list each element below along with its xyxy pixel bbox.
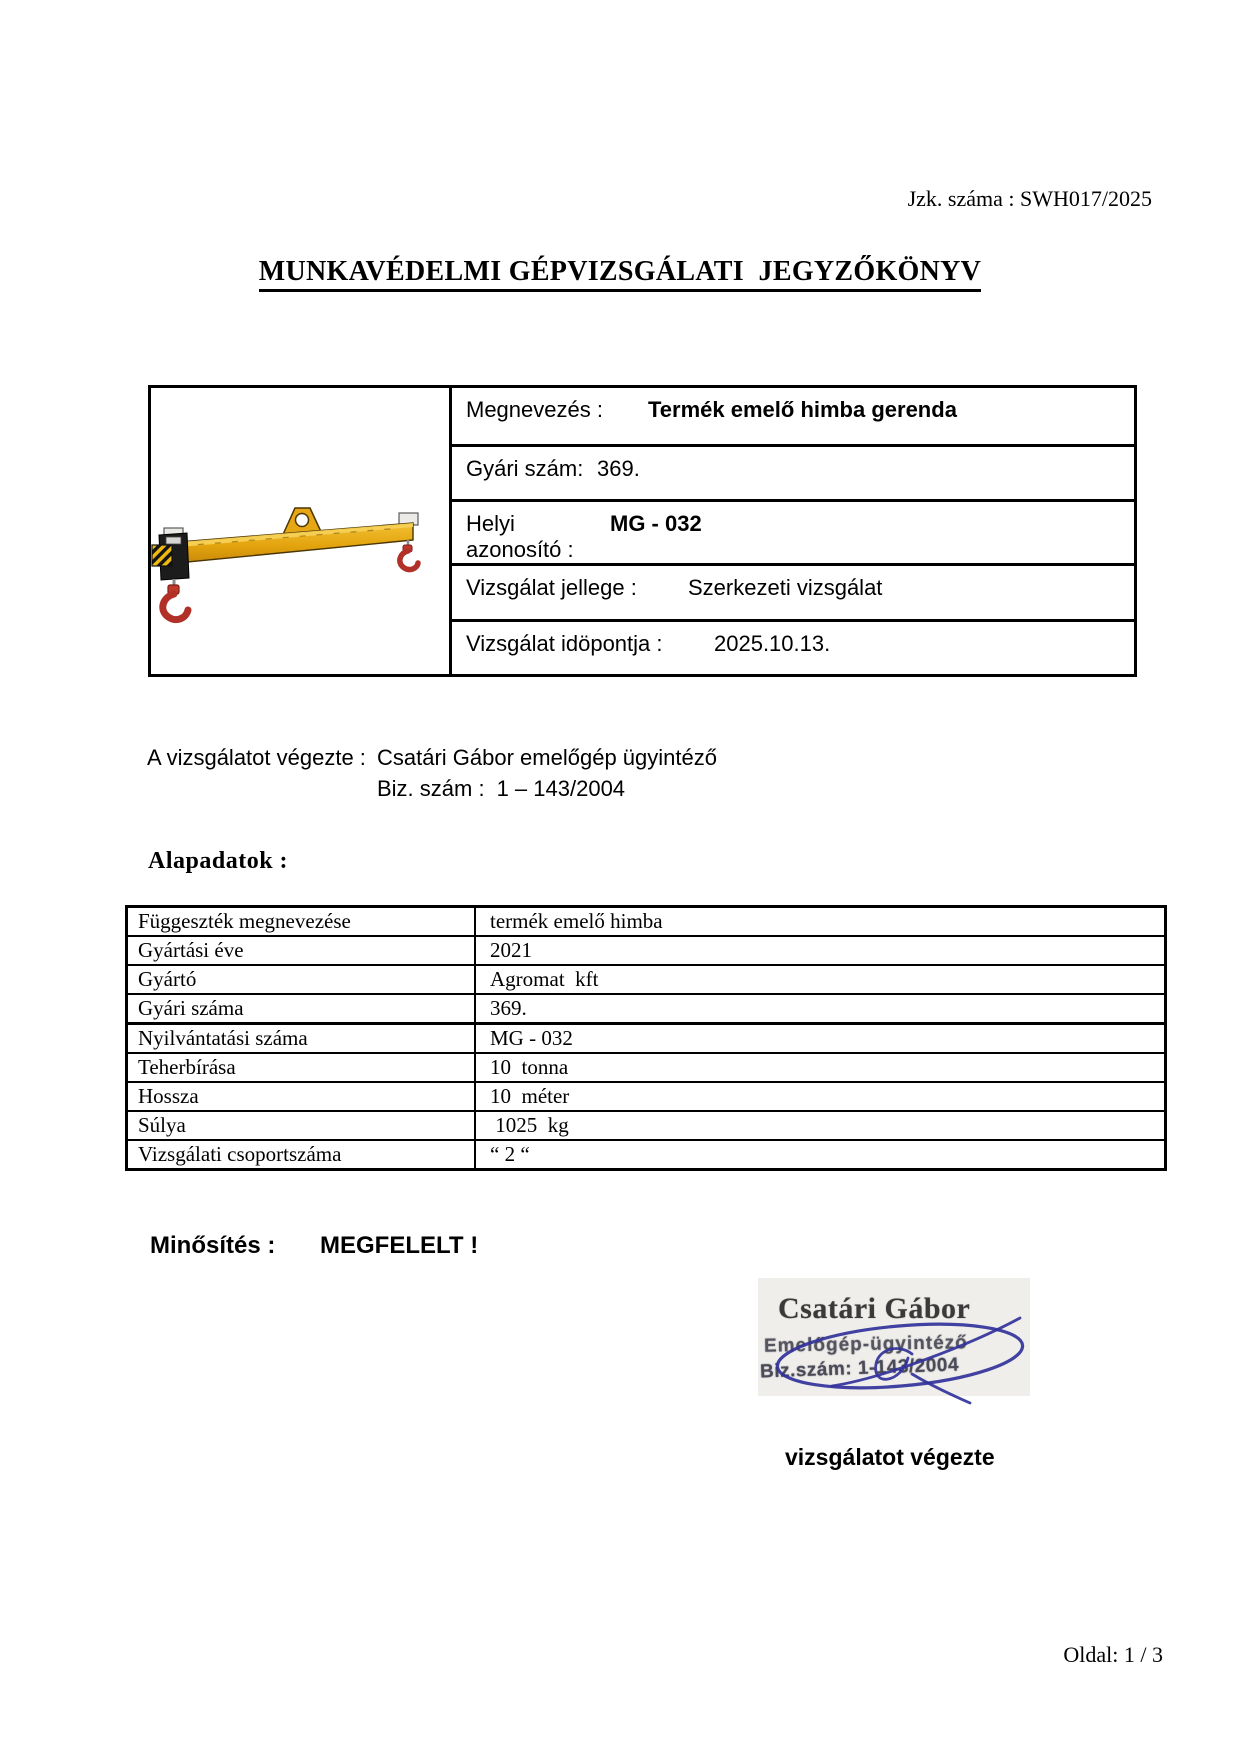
table-row xyxy=(127,1140,1166,1170)
inspector-name: Csatári Gábor emelőgép ügyintéző xyxy=(377,745,717,770)
basic-data-heading: Alapadatok : xyxy=(148,848,289,874)
table-row xyxy=(127,965,1166,994)
basic-data-value: 10 méter xyxy=(475,1082,1166,1111)
basic-data-value: termék emelő himba xyxy=(475,907,1166,937)
inspector-label: A vizsgálatot végezte : xyxy=(147,745,366,770)
machine-row-gyari-szam xyxy=(452,444,1134,500)
table-row xyxy=(127,994,1166,1024)
basic-data-value: MG - 032 xyxy=(475,1024,1166,1054)
table-row xyxy=(127,1082,1166,1111)
table-row xyxy=(127,907,1166,937)
basic-data-label: Gyári száma xyxy=(127,994,476,1024)
basic-data-value: “ 2 “ xyxy=(475,1140,1166,1170)
inspector-line-1 xyxy=(147,742,717,773)
field-value: Szerkezeti vizsgálat xyxy=(688,575,883,600)
page-title: MUNKAVÉDELMI GÉPVIZSGÁLATI JEGYZŐKÖNYV xyxy=(0,256,1240,288)
signature-scribble xyxy=(759,1306,1062,1406)
signature-caption: vizsgálatot végezte xyxy=(785,1444,995,1470)
basic-data-label: Hossza xyxy=(127,1082,476,1111)
field-label: Helyi azonosító : xyxy=(466,511,574,562)
page-number: Oldal: 1 / 3 xyxy=(1063,1642,1163,1667)
field-label: Vizsgálat jellege : xyxy=(466,575,637,600)
table-row xyxy=(127,1053,1166,1082)
field-value: Termék emelő himba gerenda xyxy=(648,397,957,422)
qualification-line xyxy=(150,1232,478,1260)
spreader-beam-photo xyxy=(151,388,449,674)
stamp-name: Csatári Gábor xyxy=(778,1292,971,1325)
photo-cell xyxy=(151,388,452,674)
field-label: Gyári szám: xyxy=(466,455,584,481)
basic-data-value: Agromat kft xyxy=(475,965,1166,994)
field-value: 369. xyxy=(597,455,640,481)
stamp-role: Emelőgép-ügyintéző xyxy=(763,1332,968,1357)
field-label: Megnevezés : xyxy=(466,397,603,422)
basic-data-value: 2021 xyxy=(475,936,1166,965)
field-value: MG - 032 xyxy=(610,511,702,536)
basic-data-value: 1025 kg xyxy=(475,1111,1166,1140)
machine-row-vizsgalat-idopontja xyxy=(452,619,1134,675)
basic-data-label: Teherbírása xyxy=(127,1053,476,1082)
basic-data-label: Súlya xyxy=(127,1111,476,1140)
inspector-block xyxy=(147,742,717,804)
machine-row-vizsgalat-jellege xyxy=(452,563,1134,619)
machine-row-megnevezes xyxy=(452,388,1134,444)
field-value: 2025.10.13. xyxy=(714,630,831,656)
field-label: Vizsgálat idöpontja : xyxy=(466,630,663,656)
basic-data-table xyxy=(125,905,1167,1171)
qualification-value: MEGFELELT ! xyxy=(320,1232,479,1259)
license-value: 1 – 143/2004 xyxy=(496,776,626,801)
basic-data-label: Függeszték megnevezése xyxy=(127,907,476,937)
table-row xyxy=(127,1111,1166,1140)
machine-row-helyi-azonosito xyxy=(452,499,1134,563)
basic-data-value: 369. xyxy=(475,994,1166,1024)
machine-id-table xyxy=(148,385,1137,677)
qualification-label: Minősítés : xyxy=(150,1232,276,1259)
table-row xyxy=(127,1024,1166,1054)
license-label: Biz. szám : xyxy=(377,776,485,801)
doc-number: Jzk. száma : SWH017/2025 xyxy=(907,186,1152,211)
basic-data-label: Gyártó xyxy=(127,965,476,994)
table-row xyxy=(127,936,1166,965)
basic-data-label: Vizsgálati csoportszáma xyxy=(127,1140,476,1170)
stamp-license: Biz.szám: 1-143/2004 xyxy=(759,1354,960,1383)
basic-data-value: 10 tonna xyxy=(475,1053,1166,1082)
basic-data-label: Nyilvántatási száma xyxy=(127,1024,476,1054)
inspector-line-2 xyxy=(147,773,717,804)
basic-data-label: Gyártási éve xyxy=(127,936,476,965)
